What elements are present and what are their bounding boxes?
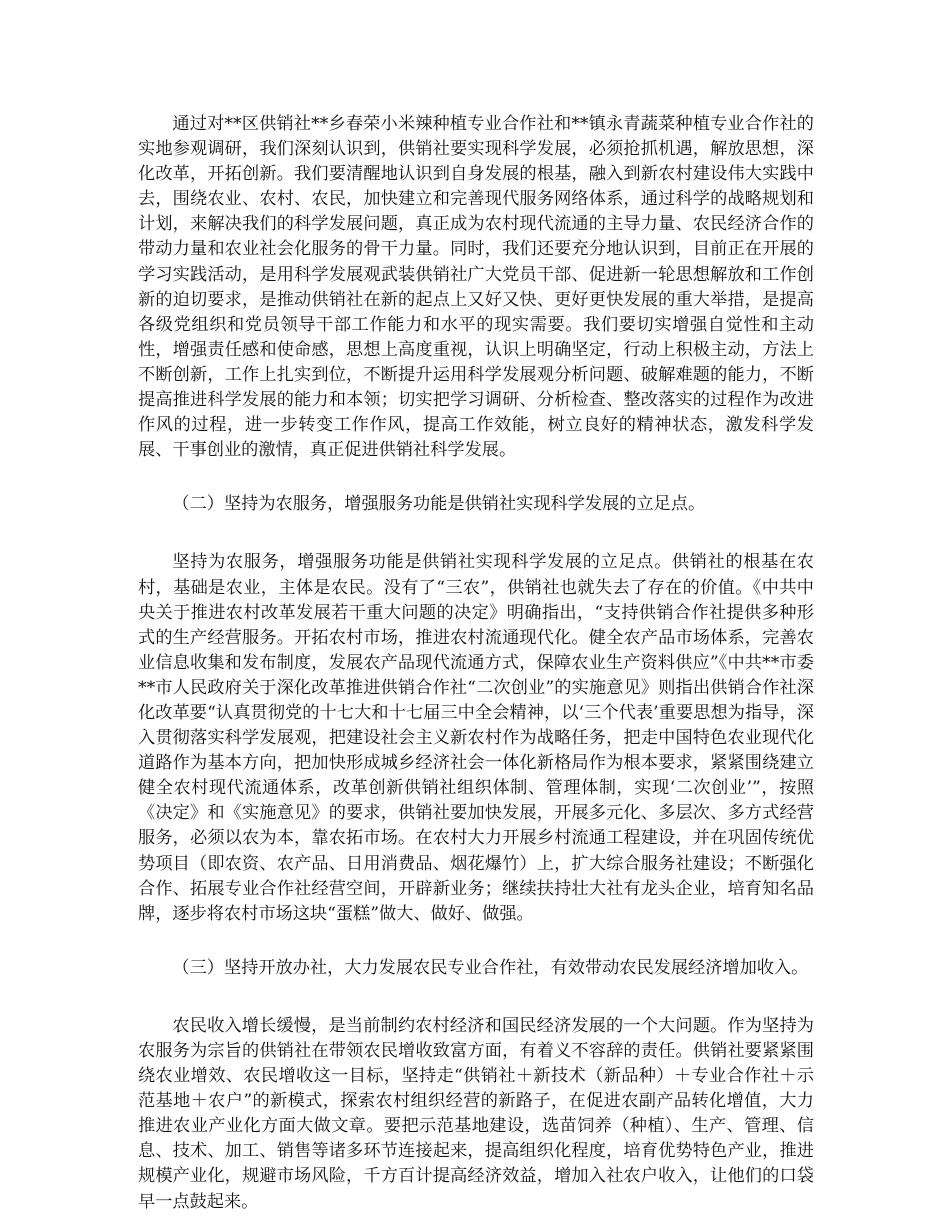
section-heading-3: （三）坚持开放办社，大力发展农民专业合作社，有效带动农民发展经济增加收入。 <box>172 957 809 978</box>
paragraph-gap <box>138 517 814 550</box>
document-page <box>138 112 814 1215</box>
paragraph-gap <box>138 463 814 492</box>
section-heading-2: （二）坚持为农服务，增强服务功能是供销社实现科学发展的立足点。 <box>172 494 706 515</box>
paragraph-gap <box>138 981 814 1014</box>
body-paragraph-3: 农民收入增长缓慢，是当前制约农村经济和国民经济发展的一个大问题。作为坚持为农服务为宗旨的供销社在带领农民增收致富方面，有着义不容辞的责任。供销社要紧紧围绕农业增效、农民增收这一目标，坚持走“供销社＋新技术（新品种）＋专业合作社＋示范基地＋农户”的新模式，探索农村组织经营的新路子，在促进农副产品转化增值，大力推进农业产业化方面大做文章。要把示范基地建设，选苗饲养（种植）、生产、管理、信息、技术、加工、销售等诸多环节连接起来，提高组织化程度，培育优势特色产业，推进规模产业化，规避市场风险，千方百计提高经济效益，增加入社农户收入，让他们的口袋早一点鼓起来。 <box>138 1015 814 1212</box>
body-paragraph-1: 通过对**区供销社**乡春荣小米辣种植专业合作社和**镇永青蔬菜种植专业合作社的实地参观调研，我们深刻认识到，供销社要实现科学发展，必须抢抓机遇，解放思想，深化改革，开拓创新。我们要清醒地认识到自身发展的根基，融入到新农村建设伟大实践中去，围绕农业、农村、农民，加快建立和完善现代服务网络体系，通过科学的战略规划和计划，来解决我们的科学发展问题，真正成为农村现代流通的主导力量、农民经济合作的带动力量和农业社会化服务的骨干力量。同时，我们还要充分地认识到，目前正在开展的学习实践活动，是用科学发展观武装供销社广大党员干部、促进新一轮思想解放和工作创新的迫切要求，是推动供销社在新的起点上又好又快、更好更快发展的重大举措，是提高各级党组织和党员领导干部工作能力和水平的现实需要。我们要切实增强自觉性和主动性，增强责任感和使命感，思想上高度重视，认识上明确坚定，行动上积极主动，方法上不断创新，工作上扎实到位，不断提升运用科学发展观分析问题、破解难题的能力，不断提高推进科学发展的能力和本领；切实把学习调研、分析检查、整改落实的过程作为改进作风的过程，进一步转变工作作风，提高工作效能，树立良好的精神状态，激发科学发展、干事创业的激情，真正促进供销社科学发展。 <box>138 114 814 461</box>
paragraph-gap <box>138 927 814 956</box>
body-paragraph-2: 坚持为农服务，增强服务功能是供销社实现科学发展的立足点。供销社的根基在农村，基础是农业，主体是农民。没有了“三农”，供销社也就失去了存在的价值。《中共中央关于推进农村改革发展若干重大问题的决定》明确指出，“支持供销合作社提供多种形式的生产经营服务。开拓农村市场，推进农村流通现代化。健全农产品市场体系，完善农业信息收集和发布制度，发展农产品现代流通方式，保障农业生产资料供应”《中共**市委**市人民政府关于深化改革推进供销合作社“二次创业”的实施意见》则指出供销合作社深化改革要“认真贯彻党的十七大和十七届三中全会精神，以‘三个代表’重要思想为指导，深入贯彻落实科学发展观，把建设社会主义新农村作为战略任务，把走中国特色农业现代化道路作为基本方向，把加快形成城乡经济社会一体化新格局作为根本要求，紧紧围绕建立健全农村现代流通体系，改革创新供销社组织体制、管理体制，实现‘二次创业’”，按照《决定》和《实施意见》的要求，供销社要加快发展，开展多元化、多层次、多方式经营服务，必须以农为本，靠农拓市场。在农村大力开展乡村流通工程建设，并在巩固传统优势项目（即农资、农产品、日用消费品、烟花爆竹）上，扩大综合服务社建设；不断强化合作、拓展专业合作社经营空间，开辟新业务；继续扶持壮大社有龙头企业，培育知名品牌，逐步将农村市场这块“蛋糕”做大、做好、做强。 <box>138 552 814 924</box>
